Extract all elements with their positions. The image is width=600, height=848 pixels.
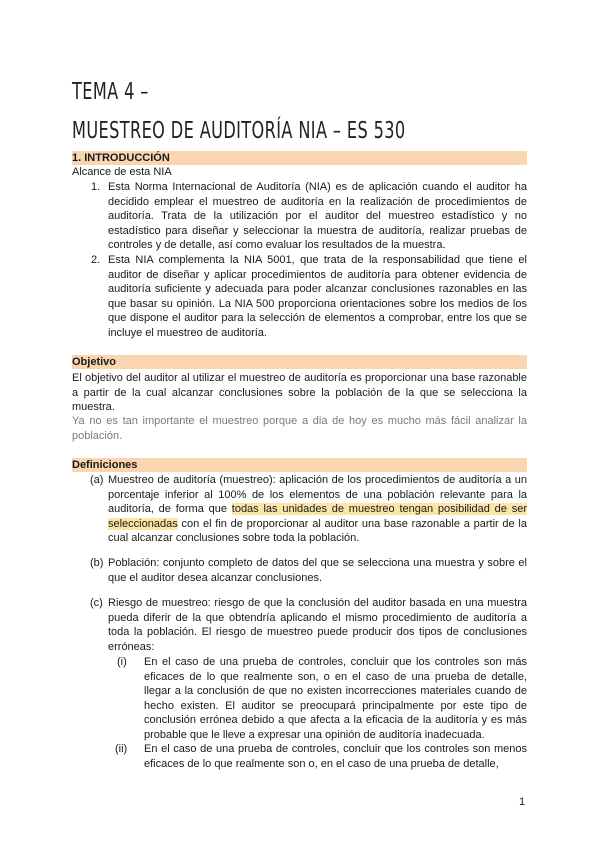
objetivo-paragraph: El objetivo del auditor al utilizar el muestreo de auditoría es proporcionar una base razonable a partir de la cual alcanzar conclusiones sobre la población de la que se selecciona la muestra.: [72, 372, 527, 413]
definition-b: Población: conjunto completo de datos del que se selecciona una muestra y sobre el que el auditor desea alcanzar conclusiones.: [108, 557, 527, 584]
subheading-alcance: Alcance de esta NIA: [72, 166, 172, 178]
objetivo-note: Ya no es tan importante el muestreo porque a dia de hoy es mucho más fácil analizar la población.: [72, 415, 527, 442]
definition-label-b: (b): [90, 557, 104, 569]
definition-label-c: (c): [90, 597, 103, 609]
document-title-line-2: MUESTREO DE AUDITORÍA NIA – ES 530: [72, 118, 406, 144]
subitem-label-i: (i): [117, 656, 127, 668]
document-title-line-1: TEMA 4 –: [72, 79, 149, 105]
definition-a: [108, 473, 527, 546]
section-heading-objetivo: Objetivo: [72, 356, 117, 368]
section-heading-definiciones: Definiciones: [72, 459, 138, 471]
page-number: 1: [519, 796, 526, 808]
definition-c: Riesgo de muestreo: riesgo de que la conclusión del auditor basada en una muestra pueda diferir de la que obtendría aplicando el mismo procedimiento de auditoría a toda la población. El riesgo de muestreo puede producir dos tipos de conclusiones erróneas:: [108, 597, 527, 653]
definition-label-a: (a): [90, 474, 104, 486]
subitem-label-ii: (ii): [115, 743, 128, 755]
paragraph-item-2: Esta NIA complementa la NIA 5001, que trata de la responsabilidad que tiene el auditor de diseñar y aplicar procedimientos de auditoría para obtener evidencia de auditoría suficiente y adecuada para poder alcanzar conclusiones razonables en las que basar su opinión. La NIA 500 proporciona orientaciones sobre los medios de los que dispone el auditor para la selección de elementos a comprobar, entre los que se incluye el muestreo de auditoría.: [108, 254, 527, 339]
objetivo-heading-band: [72, 355, 527, 369]
section-heading-introduccion: 1. INTRODUCCIÓN: [72, 152, 170, 164]
list-number-1: 1.: [91, 181, 101, 193]
paragraph-item-1: Esta Norma Internacional de Auditoría (NIA) es de aplicación cuando el auditor ha decidido emplear el muestreo de auditoría en la realización de procedimientos de auditoría. Trata de la utilización por el auditor del muestreo estadístico y no estadístico para diseñar y seleccionar la muestra de auditoría, realizar pruebas de controles y de detalle, así como evaluar los resultados de la muestra.: [108, 181, 527, 251]
definition-a-highlight: todas las unidades de muestreo tengan posibilidad de ser seleccionadas: [108, 503, 527, 530]
definition-a-text-before: Muestreo de auditoría (muestreo): aplicación de los procedimientos de auditoría a un porcentaje inferior al 100% de los elementos de una población relevante para la auditoría, de forma que: [108, 474, 527, 515]
list-number-2: 2.: [91, 254, 101, 266]
definiciones-heading-band: [72, 458, 527, 472]
subitem-i: En el caso de una prueba de controles, concluir que los controles son más eficaces de lo que realmente son, o en el caso de una prueba de detalle, llegar a la conclusión de que no existen incorrecciones materiales cuando de hecho existen. El auditor se preocupará principalmente por este tipo de conclusión errónea debido a que afecta a la eficacia de la auditoría y es más probable que le lleve a expresar una opinión de auditoría inadecuada.: [144, 656, 527, 741]
subitem-ii: En el caso de una prueba de controles, concluir que los controles son menos eficaces de lo que realmente son o, en el caso de una prueba de detalle,: [144, 743, 527, 770]
definition-a-text-after: con el fin de proporcionar al auditor una base razonable a partir de la cual alcanzar conclusiones sobre toda la población.: [108, 517, 527, 544]
